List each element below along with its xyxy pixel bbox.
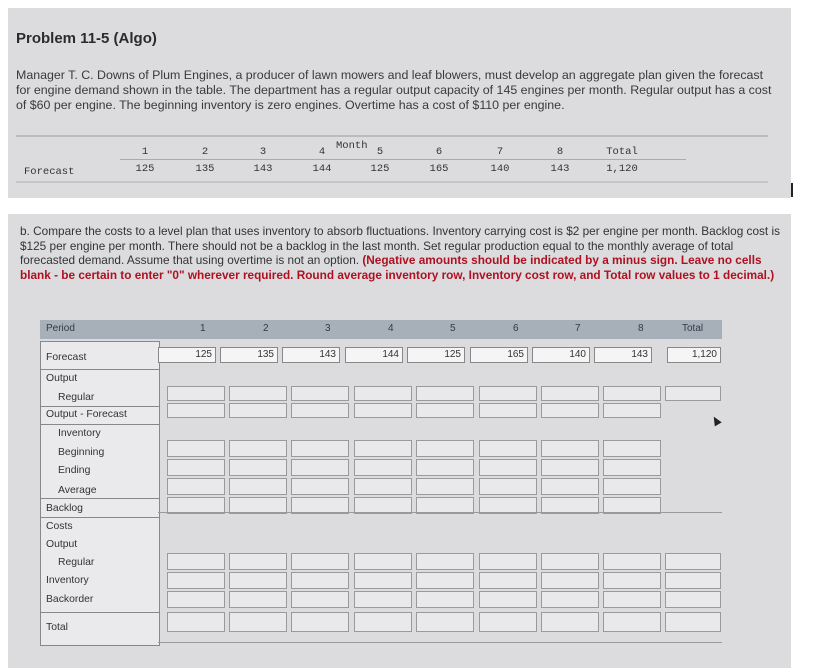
- input-cell[interactable]: [479, 612, 537, 632]
- forecast-month-value: 125: [370, 163, 390, 175]
- row-divider: [41, 369, 159, 370]
- forecast-cell: 135: [220, 347, 278, 363]
- input-cell[interactable]: [479, 553, 537, 570]
- input-cell[interactable]: [291, 591, 349, 608]
- input-cell[interactable]: [479, 572, 537, 589]
- input-cell[interactable]: [229, 553, 287, 570]
- input-cell[interactable]: [354, 591, 412, 608]
- input-cell-total[interactable]: [665, 553, 721, 570]
- row-divider: [41, 424, 159, 425]
- forecast-month-value: 165: [429, 163, 449, 175]
- input-cell[interactable]: [167, 386, 225, 401]
- input-cell[interactable]: [291, 572, 349, 589]
- forecast-month-number: 2: [201, 146, 209, 158]
- input-cell[interactable]: [229, 478, 287, 495]
- input-cell[interactable]: [354, 478, 412, 495]
- input-cell[interactable]: [479, 478, 537, 495]
- header-underline: [120, 159, 686, 160]
- input-cell[interactable]: [479, 440, 537, 457]
- row-label-regular: Regular: [58, 392, 95, 403]
- input-cell[interactable]: [354, 386, 412, 401]
- row-label-costs-inventory: Inventory: [46, 575, 89, 586]
- problem-intro: Manager T. C. Downs of Plum Engines, a producer of lawn mowers and leaf blowers, must develop an aggregate plan given the forecast for engine demand shown in the table. The department has a regular output capacity of 145 engines per month. Regular output has a cost of $60 per engine. The beginning inventory is zero engines. Overtime has a cost of $110 per engine.: [16, 68, 772, 112]
- input-cell[interactable]: [541, 591, 599, 608]
- row-divider: [41, 498, 159, 499]
- input-cell[interactable]: [416, 478, 474, 495]
- row-divider: [41, 406, 159, 407]
- input-cell[interactable]: [354, 403, 412, 418]
- period-label: Period: [46, 323, 75, 334]
- input-cell[interactable]: [167, 612, 225, 632]
- row-label-costs-output: Output: [46, 539, 78, 550]
- period-number: 5: [450, 323, 456, 334]
- period-number: 3: [325, 323, 331, 334]
- forecast-month-value: 143: [550, 163, 570, 175]
- row-divider: [41, 517, 159, 518]
- input-cell[interactable]: [541, 478, 599, 495]
- input-cell[interactable]: [229, 612, 287, 632]
- input-cell[interactable]: [229, 572, 287, 589]
- total-header: Total: [606, 146, 638, 158]
- input-cell[interactable]: [291, 440, 349, 457]
- part-b-text: [20, 224, 790, 282]
- forecast-month-value: 135: [195, 163, 215, 175]
- period-number: 4: [388, 323, 394, 334]
- row-label-total: Total: [46, 622, 68, 633]
- input-cell[interactable]: [229, 440, 287, 457]
- forecast-month-number: 6: [435, 146, 443, 158]
- input-cell[interactable]: [603, 386, 661, 401]
- forecast-month-number: 8: [556, 146, 564, 158]
- period-number: 6: [513, 323, 519, 334]
- part-b-question: b. Compare the costs to a level plan that uses inventory to absorb fluctuations. Inventory carrying cost is $2 per engine per month. Backlog cost is $125 per engine per month. There should not be a backlog in the last month. Set regular production equal to the monthly average of total forecasted demand. Assume that using overtime is not an option.: [20, 224, 780, 268]
- input-cell[interactable]: [416, 440, 474, 457]
- grid-divider: [158, 642, 722, 643]
- period-number: 2: [263, 323, 269, 334]
- forecast-cell: 165: [470, 347, 528, 363]
- input-cell[interactable]: [416, 553, 474, 570]
- row-label-forecast: Forecast: [46, 352, 87, 363]
- input-cell[interactable]: [167, 572, 225, 589]
- input-cell[interactable]: [354, 459, 412, 476]
- input-cell[interactable]: [291, 478, 349, 495]
- input-cell[interactable]: [603, 440, 661, 457]
- forecast-cell: 140: [532, 347, 590, 363]
- input-cell[interactable]: [603, 553, 661, 570]
- input-cell[interactable]: [167, 553, 225, 570]
- forecast-month-number: 4: [318, 146, 326, 158]
- row-label-output: Output: [46, 373, 78, 384]
- input-cell[interactable]: [229, 459, 287, 476]
- problem-title: Problem 11-5 (Algo): [16, 30, 157, 47]
- grid-divider: [158, 512, 722, 513]
- input-cell[interactable]: [479, 403, 537, 418]
- input-cell[interactable]: [603, 591, 661, 608]
- forecast-row-label: Forecast: [24, 166, 75, 178]
- input-cell[interactable]: [354, 612, 412, 632]
- forecast-month-number: 1: [141, 146, 149, 158]
- input-cell-total[interactable]: [665, 572, 721, 589]
- input-cell[interactable]: [541, 459, 599, 476]
- input-cell[interactable]: [541, 403, 599, 418]
- input-cell[interactable]: [167, 478, 225, 495]
- input-cell[interactable]: [479, 459, 537, 476]
- row-label-backlog: Backlog: [46, 503, 83, 514]
- input-cell[interactable]: [416, 403, 474, 418]
- forecast-month-number: 3: [259, 146, 267, 158]
- row-divider: [41, 612, 159, 613]
- input-cell[interactable]: [603, 478, 661, 495]
- row-label-costs: Costs: [46, 521, 73, 532]
- input-cell[interactable]: [416, 572, 474, 589]
- input-cell[interactable]: [291, 612, 349, 632]
- row-labels-column: [40, 341, 160, 646]
- forecast-cell: 125: [407, 347, 465, 363]
- row-label-costs-backorder: Backorder: [46, 594, 94, 605]
- part-b-instruction: (Negative amounts should be indicated by a minus sign. Leave no cells blank - be certain to enter "0" wherever required. Round average inventory row, Inventory cost row, and Total row values to 1 decimal.): [20, 253, 775, 282]
- input-cell[interactable]: [291, 386, 349, 401]
- forecast-month-number: 7: [496, 146, 504, 158]
- period-number: 7: [575, 323, 581, 334]
- input-cell[interactable]: [229, 403, 287, 418]
- input-cell[interactable]: [416, 459, 474, 476]
- input-cell-total[interactable]: [665, 386, 721, 401]
- panel-edge: [791, 183, 793, 197]
- input-cell[interactable]: [354, 572, 412, 589]
- input-cell[interactable]: [541, 386, 599, 401]
- forecast-cell: 143: [594, 347, 652, 363]
- input-cell[interactable]: [541, 553, 599, 570]
- input-cell[interactable]: [167, 459, 225, 476]
- input-cell[interactable]: [603, 403, 661, 418]
- input-cell[interactable]: [354, 553, 412, 570]
- total-value: 1,120: [606, 163, 638, 175]
- input-cell[interactable]: [167, 591, 225, 608]
- input-cell[interactable]: [354, 440, 412, 457]
- row-label-beginning: Beginning: [58, 447, 105, 458]
- input-cell[interactable]: [229, 591, 287, 608]
- input-cell[interactable]: [167, 403, 225, 418]
- forecast-month-value: 144: [312, 163, 332, 175]
- input-cell[interactable]: [291, 459, 349, 476]
- period-number: 8: [638, 323, 644, 334]
- input-cell[interactable]: [291, 403, 349, 418]
- input-cell[interactable]: [479, 386, 537, 401]
- input-cell[interactable]: [603, 612, 661, 632]
- input-cell[interactable]: [167, 440, 225, 457]
- input-cell[interactable]: [416, 386, 474, 401]
- month-header: Month: [336, 140, 368, 152]
- period-total-label: Total: [682, 323, 704, 334]
- forecast-cell: 125: [158, 347, 216, 363]
- input-cell-total[interactable]: [665, 591, 721, 608]
- forecast-month-value: 125: [135, 163, 155, 175]
- input-cell[interactable]: [603, 459, 661, 476]
- forecast-table: [16, 135, 768, 183]
- input-cell[interactable]: [603, 572, 661, 589]
- row-label-average: Average: [58, 485, 97, 496]
- input-cell[interactable]: [541, 440, 599, 457]
- input-cell[interactable]: [416, 612, 474, 632]
- forecast-month-value: 140: [490, 163, 510, 175]
- input-cell[interactable]: [479, 591, 537, 608]
- forecast-cell: 143: [282, 347, 340, 363]
- period-number: 1: [200, 323, 206, 334]
- forecast-month-number: 5: [376, 146, 384, 158]
- forecast-total-cell: 1,120: [667, 347, 721, 363]
- row-label-output-minus-forecast: Output - Forecast: [46, 409, 127, 420]
- row-label-ending: Ending: [58, 465, 91, 476]
- input-cell-total[interactable]: [665, 612, 721, 632]
- input-cell[interactable]: [541, 572, 599, 589]
- input-cell[interactable]: [416, 591, 474, 608]
- input-cell[interactable]: [229, 386, 287, 401]
- forecast-cell: 144: [345, 347, 403, 363]
- row-label-inventory: Inventory: [58, 428, 101, 439]
- row-label-costs-regular: Regular: [58, 557, 95, 568]
- input-cell[interactable]: [541, 612, 599, 632]
- input-cell[interactable]: [291, 553, 349, 570]
- period-header-bar: [40, 320, 722, 339]
- forecast-month-value: 143: [253, 163, 273, 175]
